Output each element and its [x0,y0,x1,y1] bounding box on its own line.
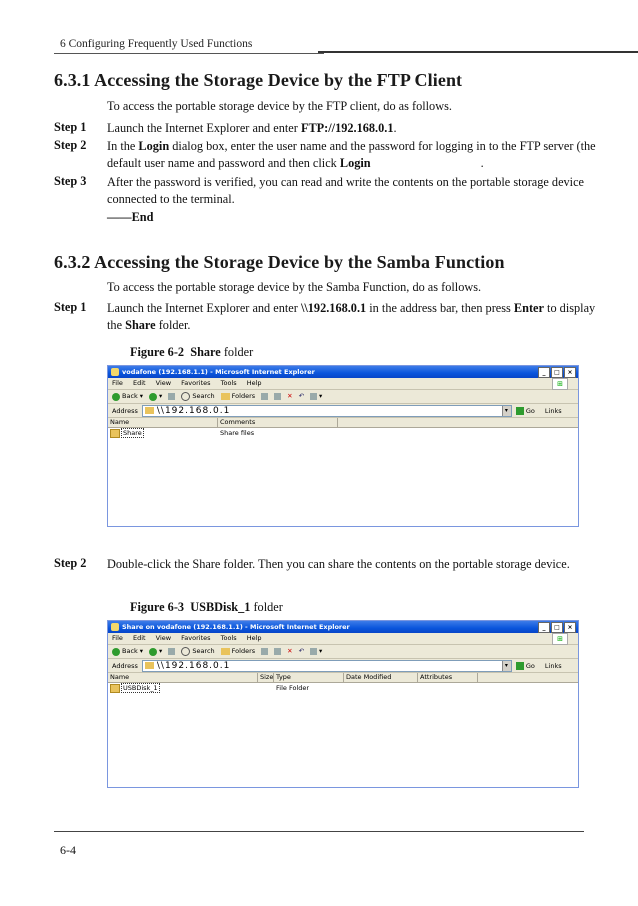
undo-button[interactable] [299,645,304,658]
undo-icon: ↶ [298,392,305,400]
up-folder-icon [168,648,175,655]
delete-icon: ✕ [287,647,293,655]
file-list [108,418,578,527]
views-button[interactable]: ▾ [310,645,322,658]
menu-view[interactable]: View [155,634,172,642]
address-dropdown[interactable]: ▾ [502,406,511,416]
go-button[interactable]: Go [516,662,535,670]
folder-window-icon [111,623,119,631]
menu-edit[interactable]: Edit [132,379,146,387]
back-arrow-icon [112,648,120,656]
section-heading-631: 6.3.1 Accessing the Storage Device by the FTP Client [54,70,463,90]
folder-icon [145,662,154,669]
move-button[interactable] [261,393,268,400]
close-button[interactable]: × [564,622,576,633]
figure-caption: Figure 6-3 USBDisk_1 folder [130,600,283,614]
menu-favorites[interactable]: Favorites [181,379,211,387]
delete-button[interactable] [287,390,292,403]
copy-icon [274,393,281,400]
end-marker: ——End [107,210,154,224]
explorer-window [107,365,579,527]
column-name[interactable]: Name [108,418,218,427]
column-size[interactable]: Size [260,673,274,681]
header-rule [54,53,324,54]
links-button[interactable]: Links [544,661,562,670]
menu-favorites[interactable]: Favorites [181,634,211,642]
step-text: After the password is verified, you can read and write the contents on the portable storage device connected to the terminal. [107,175,585,206]
search-icon [181,392,190,401]
address-label: Address [112,661,138,670]
copy-icon [274,648,281,655]
folders-icon [221,393,230,400]
move-icon [261,393,268,400]
address-value: \\192.168.0.1 [156,660,231,671]
section-heading-632: 6.3.2 Accessing the Storage Device by the Samba Function [54,252,505,272]
step-label: Step 3 [54,174,87,188]
delete-button[interactable] [287,645,292,658]
step-label: Step 1 [54,300,87,314]
minimize-button[interactable]: _ [538,622,550,633]
minimize-button[interactable]: _ [538,367,550,378]
up-folder-icon [168,393,175,400]
page-number: 6-4 [60,843,76,857]
folder-icon [145,407,154,414]
views-button[interactable]: ▾ [310,390,322,403]
menu-edit[interactable]: Edit [132,634,146,642]
forward-button[interactable]: ▾ [149,645,162,658]
folders-button[interactable]: Folders [221,390,255,403]
column-headers [108,673,578,683]
menu-bar [108,378,578,390]
address-input[interactable] [142,660,512,672]
search-button[interactable]: Search [181,645,214,658]
toolbar [108,645,578,659]
toolbar [108,390,578,404]
address-label: Address [112,406,138,415]
step-text: Launch the Internet Explorer and enter \\192.168.0.1 in the address bar, then press Enter to display the Share folder. [107,301,596,332]
running-header: 6 Configuring Frequently Used Functions [60,38,253,50]
column-date-modified[interactable]: Date Modified [344,673,418,682]
back-button[interactable]: Back ▾ [112,390,143,403]
search-icon [181,647,190,656]
copy-button[interactable] [274,648,281,655]
up-button[interactable] [168,393,175,400]
folders-button[interactable]: Folders [221,645,255,658]
address-value: \\192.168.0.1 [156,405,231,416]
windows-logo-icon: ⊞ [552,378,568,390]
menu-help[interactable]: Help [246,379,262,387]
forward-arrow-icon [149,393,157,401]
views-icon [310,648,317,655]
window-titlebar[interactable] [108,621,578,633]
list-item[interactable]: Share Share files [108,428,578,438]
column-name[interactable]: Name [108,673,258,682]
footer-rule [54,831,584,832]
delete-icon: ✕ [287,392,293,400]
move-button[interactable] [261,648,268,655]
maximize-button[interactable]: □ [551,367,563,378]
column-comments[interactable]: Comments [218,418,338,427]
address-bar [108,659,578,673]
window-titlebar[interactable] [108,366,578,378]
forward-button[interactable]: ▾ [149,390,162,403]
section-632-intro: To access the portable storage device by the Samba Function, do as follows. [107,280,482,294]
window-title: vodafone (192.168.1.1) - Microsoft Internet Explorer [122,368,315,376]
step-label: Step 2 [54,556,87,570]
menu-file[interactable]: File [112,379,123,387]
figure-caption: Figure 6-2 Share folder [130,345,254,359]
folder-icon [110,684,120,693]
list-item[interactable]: USBDisk_1 File Folder [108,683,578,693]
close-button[interactable]: × [564,367,576,378]
step-text: Launch the Internet Explorer and enter FTP://192.168.0.1. [107,121,397,135]
links-button[interactable]: Links [544,406,562,415]
file-list [108,673,578,788]
menu-file[interactable]: File [112,634,123,642]
go-arrow-icon [516,407,524,415]
explorer-window [107,620,579,788]
go-arrow-icon [516,662,524,670]
address-dropdown[interactable]: ▾ [502,661,511,671]
views-icon [310,393,317,400]
step-text: In the Login dialog box, enter the user name and the password for logging in to the FTP server (the default user name and password and then click Login . [107,139,596,170]
header-rule-thick [318,51,638,53]
column-attributes[interactable]: Attributes [418,673,478,682]
address-input[interactable] [142,405,512,417]
maximize-button[interactable]: □ [551,622,563,633]
folders-icon [221,648,230,655]
move-icon [261,648,268,655]
shared-folder-icon [110,429,120,438]
forward-arrow-icon [149,648,157,656]
back-button[interactable]: Back ▾ [112,645,143,658]
column-type[interactable]: Type [274,673,344,682]
window-title: Share on vodafone (192.168.1.1) - Microsoft Internet Explorer [122,623,350,631]
step-label: Step 1 [54,120,87,134]
step-label: Step 2 [54,138,87,152]
column-headers [108,418,578,428]
ie-icon [111,368,119,376]
menu-bar [108,633,578,645]
search-button[interactable]: Search [181,390,214,403]
back-arrow-icon [112,393,120,401]
copy-button[interactable] [274,393,281,400]
up-button[interactable] [168,648,175,655]
step-text: Double-click the Share folder. Then you can share the contents on the portable storage device. [107,557,570,571]
menu-tools[interactable]: Tools [220,379,237,387]
section-631-intro: To access the portable storage device by the FTP client, do as follows. [107,99,452,113]
undo-button[interactable] [299,390,304,403]
address-bar [108,404,578,418]
menu-tools[interactable]: Tools [220,634,237,642]
windows-logo-icon: ⊞ [552,633,568,645]
menu-view[interactable]: View [155,379,172,387]
menu-help[interactable]: Help [246,634,262,642]
undo-icon: ↶ [298,647,305,655]
go-button[interactable]: Go [516,407,535,415]
